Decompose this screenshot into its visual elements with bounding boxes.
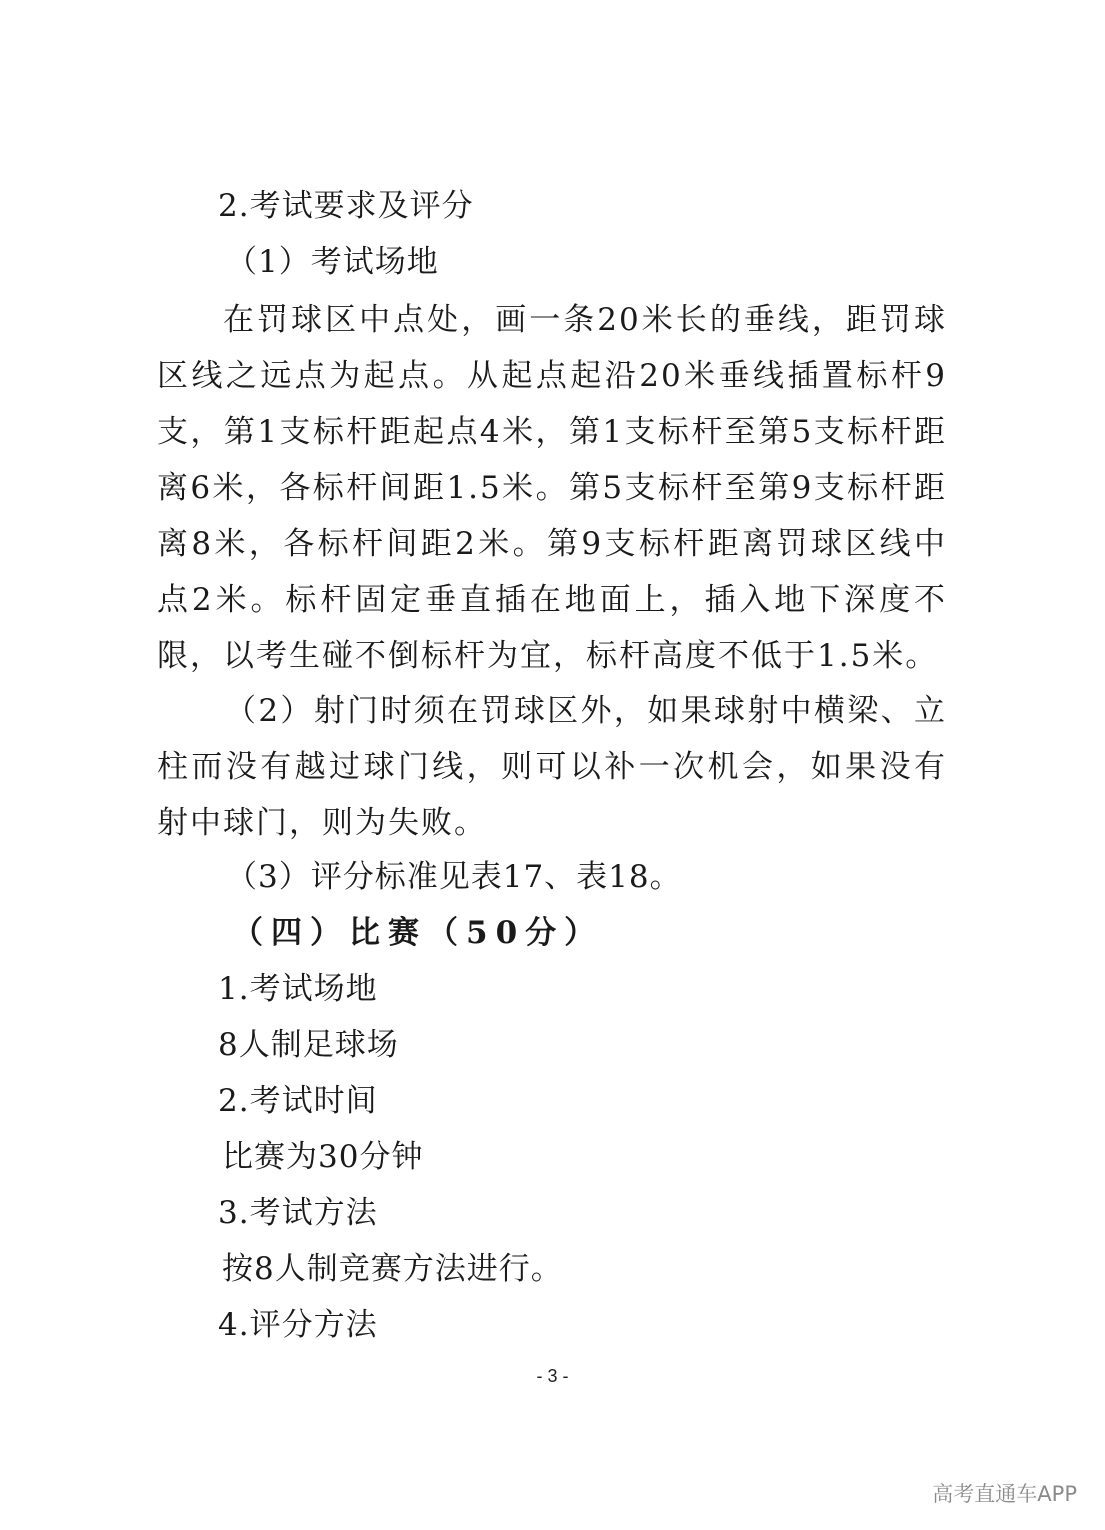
match-section-heading: （四）比赛（50分） xyxy=(232,915,604,951)
page-number: - 3 - xyxy=(536,1366,569,1386)
item-venue-title: 1.考试场地 xyxy=(218,971,378,1007)
item-time-body: 比赛为30分钟 xyxy=(222,1139,424,1175)
item-venue-body: 8人制足球场 xyxy=(218,1027,399,1063)
sub-heading-venue: （1）考试场地 xyxy=(226,244,439,280)
paragraph-shooting-rules: （2）射门时须在罚球区外，如果球射中横梁、立柱而没有越过球门线，则可以补一次机会，如果没有射中球门，则为失败。 xyxy=(157,693,947,841)
paragraph-venue-description: 在罚球区中点处，画一条20米长的垂线，距罚球区线之远点为起点。从起点起沿20米垂线插置标杆9支，第1支标杆距起点4米，第1支标杆至第5支标杆距离6米，各标杆间距1.5米。第5支标杆至第9支标杆距离8米，各标杆间距2米。第9支标杆距离罚球区线中点2米。标杆固定垂直插在地面上，插入地下深度不限，以考生碰不倒标杆为宜，标杆高度不低于1.5米。 xyxy=(157,302,947,674)
section-heading: 2.考试要求及评分 xyxy=(218,188,474,224)
sub-heading-scoring-standard: （3）评分标准见表17、表18。 xyxy=(226,859,682,895)
item-time-title: 2.考试时间 xyxy=(218,1083,378,1119)
item-method-title: 3.考试方法 xyxy=(218,1195,378,1231)
item-method-body: 按8人制竞赛方法进行。 xyxy=(222,1251,563,1287)
item-scoring-title: 4.评分方法 xyxy=(218,1307,378,1343)
watermark: 高考直通车APP xyxy=(932,1482,1077,1506)
